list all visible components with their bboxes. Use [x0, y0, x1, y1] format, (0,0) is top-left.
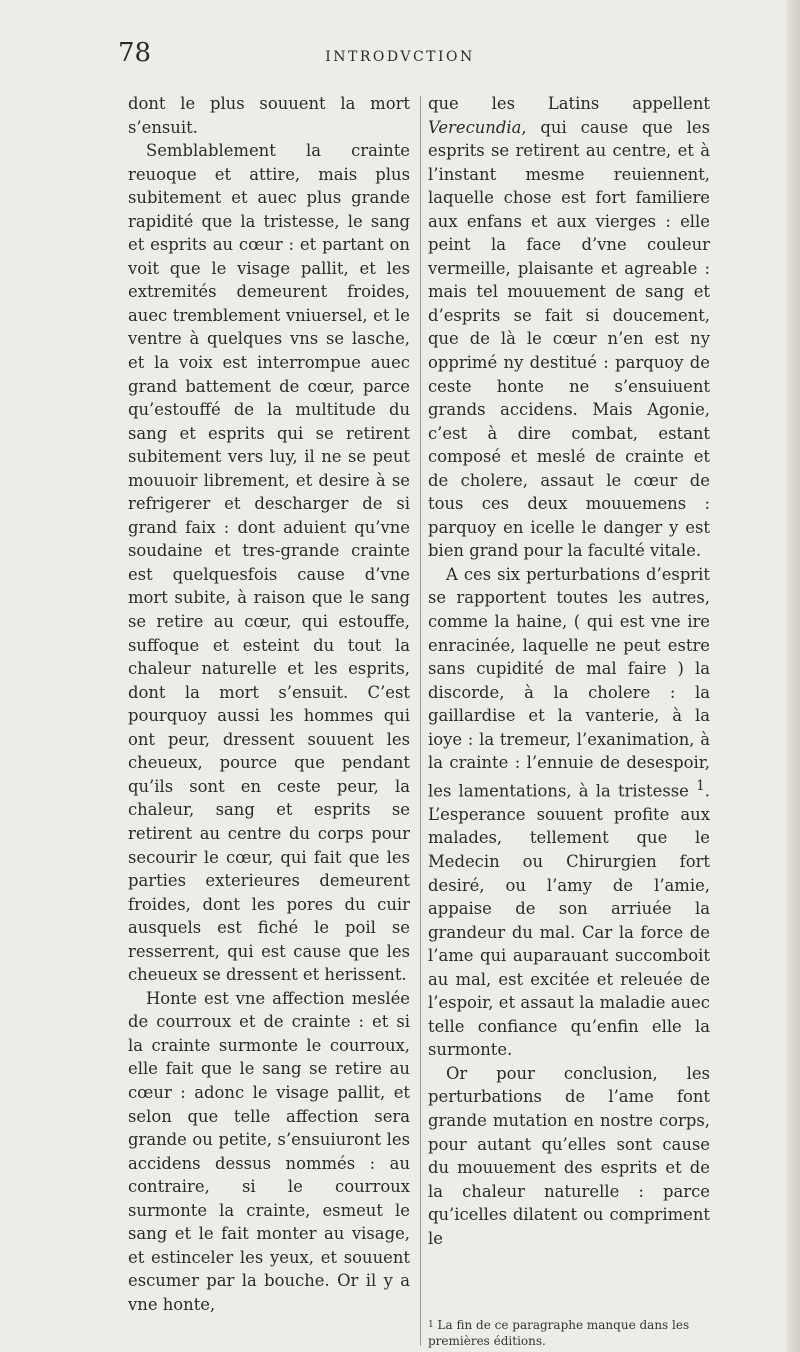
footnote-mark: 1: [428, 1320, 434, 1330]
footnote: [428, 1317, 710, 1349]
paragraph: dont le plus souuent la mort s’ensuit.: [128, 94, 410, 137]
page-number: 78: [118, 38, 152, 68]
paragraph: Semblablement la crainte reuoque et attire, mais plus subitement et auec plus grande rapidité que la tristesse, le sang et esprits au cœur : et partant on voit que le visage pallit, et les extremités demeurent froides, auec tremblement vniuersel, et le ventre à quelques vns se lasche, et la voix est interrompue auec grand battement de cœur, parce qu’estouffé de la multitude du sang et esprits qui se retirent subitement vers luy, il ne se peut mouuoir librement, et desire à se refrigerer et descharger de si grand faix : dont aduient qu’vne soudaine et tres-grande crainte est quelquesfois cause d’vne mort subite, à raison que le sang se retire au cœur, qui estouffe, suffoque et esteint du tout la chaleur naturelle et les esprits, dont la mort s’ensuit. C’est pourquoy aussi les hommes qui ont peur, dressent souuent les cheueux, pource que pendant qu’ils sont en ceste peur, la chaleur, sang et esprits se retirent au centre du corps pour secourir le cœur, qui fait que les parties exterieures demeurent froides, dont les pores du cuir ausquels est fiché le poil se resserrent, qui est cause que les cheueux se dressent et herissent.: [128, 141, 410, 985]
column-divider: [420, 96, 421, 1346]
right-column: [428, 92, 710, 1250]
text-run: A ces six perturbations d’esprit se rapportent toutes les autres, comme la haine, ( qui est vne ire enracinée, laquelle ne peut estre sans cupidité de mal faire ) la discorde, à la cholere : la gaillardise et la vanterie, à la ioye : la tremeur, l’exanimation, à la crainte : l’ennuie de desespoir, les lamentations, à la tristesse: [428, 564, 710, 801]
footnote-text: La fin de ce paragraphe manque dans les premières éditions.: [428, 1318, 690, 1348]
text-run: , qui cause que les esprits se retirent au centre, et à l’instant mesme reuiennent, laquelle chose est fort familiere aux enfans et aux vierges : elle peint la face d’vne couleur vermeille, plaisante et agreable : mais tel mouuement de sang et d’esprits se fait si doucement, que de là le cœur n’en est ny opprimé ny destitué : parquoy de ceste honte ne s’ensuiuent grands accidens. Mais Agonie, c’est à dire combat, estant composé et meslé de crainte et de cholere, assaut le cœur de tous ces deux mouuemens : parquoy en icelle le danger y est bien grand pour la faculté vitale.: [428, 117, 710, 561]
text-run: que les Latins appellent: [428, 94, 710, 113]
paragraph: [428, 92, 710, 563]
paragraph: Honte est vne affection meslée de courroux et de crainte : et si la crainte surmonte le courroux, elle fait que le sang se retire au cœur : adonc le visage pallit, et selon que telle affection sera grande ou petite, s’ensuiuront les accidens dessus nommés : au contraire, si le courroux surmonte la crainte, esmeut le sang et le fait monter au visage, et estinceler les yeux, et souuent escumer par la bouche. Or il y a vne honte,: [128, 988, 410, 1314]
page-edge-shadow: [786, 0, 800, 1352]
latin-term: Verecundia: [428, 117, 522, 137]
footnote-reference[interactable]: 1: [696, 777, 705, 794]
text-run: . L’esperance souuent profite aux malades, tellement que le Medecin ou Chirurgien fort desiré, ou l’amy de l’amie, appaise de son arriuée la grandeur du mal. Car la force de l’ame qui auparauant succomboit au mal, est excitée et releuée de l’espoir, et assaut la maladie auec telle confiance qu’enfin elle la surmonte.: [428, 781, 710, 1060]
paragraph: Or pour conclusion, les perturbations de l’ame font grande mutation en nostre corps, pour autant qu’elles sont cause du mouuement des esprits et de la chaleur naturelle : parce qu’icelles dilatent ou compriment le: [428, 1063, 710, 1248]
paragraph: [428, 563, 710, 1062]
left-column: [128, 92, 410, 1316]
running-head: INTRODVCTION: [325, 49, 475, 65]
